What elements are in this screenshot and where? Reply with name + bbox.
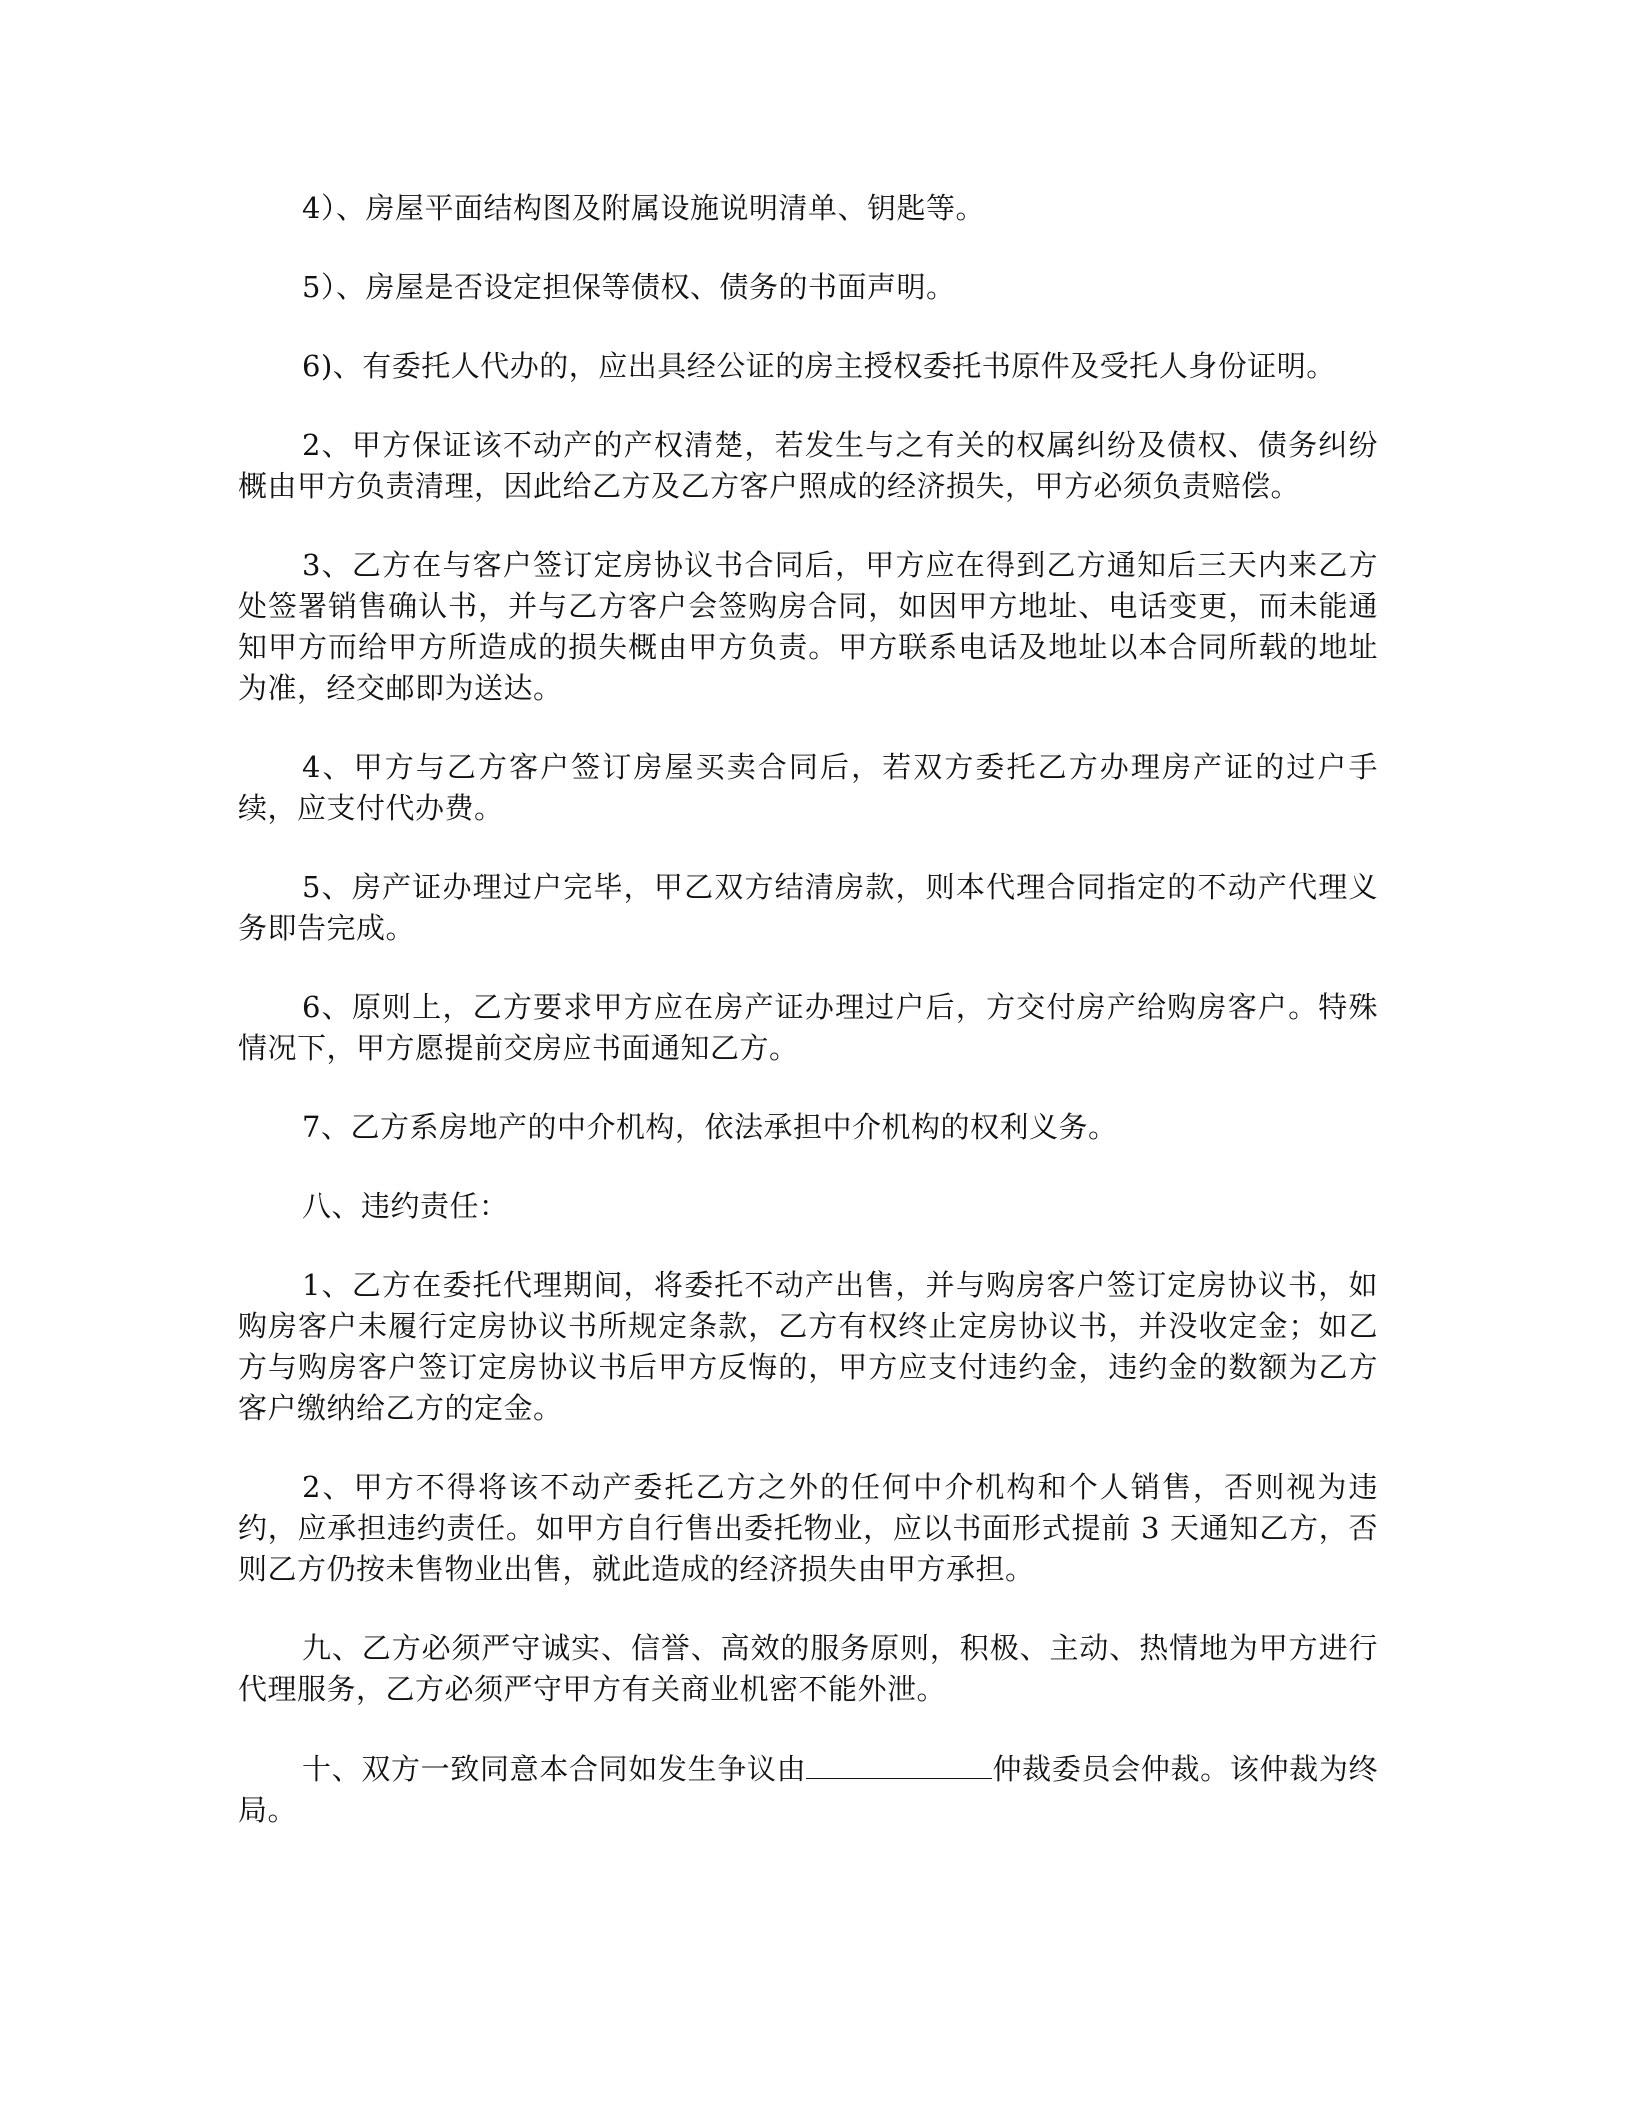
paragraph-breach-2: 2、甲方不得将该不动产委托乙方之外的任何中介机构和个人销售，否则视为违约，应承担违约责任。如甲方自行售出委托物业，应以书面形式提前 3 天通知乙方，否则乙方仍按未售物业出售，就此造成的经济损失由甲方承担。	[238, 1470, 1378, 1586]
arbitration-text-after: 仲裁委员会仲裁。该仲裁为终局。	[238, 1752, 1378, 1827]
paragraph-clause-7: 7、乙方系房地产的中介机构，依法承担中介机构的权利义务。	[302, 1110, 1118, 1144]
paragraph-item-5: 5）、房屋是否设定担保等债权、债务的书面声明。	[302, 270, 956, 304]
document-body	[238, 188, 1378, 1869]
paragraph-clause-6: 6、原则上，乙方要求甲方应在房产证办理过户后，方交付房产给购房客户。特殊情况下，甲方愿提前交房应书面通知乙方。	[238, 990, 1378, 1065]
section-heading-breach: 八、违约责任：	[302, 1189, 509, 1223]
paragraph-clause-5: 5、房产证办理过户完毕，甲乙双方结清房款，则本代理合同指定的不动产代理义务即告完成。	[238, 870, 1378, 945]
paragraph-clause-2: 2、甲方保证该不动产的产权清楚，若发生与之有关的权属纠纷及债权、债务纠纷概由甲方负责清理，因此给乙方及乙方客户照成的经济损失，甲方必须负责赔偿。	[238, 428, 1378, 503]
paragraph-clause-4: 4、甲方与乙方客户签订房屋买卖合同后，若双方委托乙方办理房产证的过户手续，应支付代办费。	[238, 750, 1378, 825]
paragraph-item-6: 6)、有委托人代办的，应出具经公证的房主授权委托书原件及受托人身份证明。	[302, 349, 1336, 383]
arbitration-text-before: 十、双方一致同意本合同如发生争议由	[302, 1752, 807, 1786]
paragraph-section-10	[238, 1748, 1378, 1831]
arbitration-blank-line	[806, 1748, 992, 1779]
paragraph-breach-1: 1、乙方在委托代理期间，将委托不动产出售，并与购房客户签订定房协议书，如购房客户未履行定房协议书所规定条款，乙方有权终止定房协议书，并没收定金；如乙方与购房客户签订定房协议书后甲方反悔的，甲方应支付违约金，违约金的数额为乙方客户缴纳给乙方的定金。	[238, 1268, 1378, 1425]
paragraph-clause-3: 3、乙方在与客户签订定房协议书合同后，甲方应在得到乙方通知后三天内来乙方处签署销售确认书，并与乙方客户会签购房合同，如因甲方地址、电话变更，而未能通知甲方而给甲方所造成的损失概由甲方负责。甲方联系电话及地址以本合同所载的地址为准，经交邮即为送达。	[238, 548, 1378, 705]
paragraph-item-4: 4）、房屋平面结构图及附属设施说明清单、钥匙等。	[302, 191, 985, 225]
paragraph-section-9: 九、乙方必须严守诚实、信誉、高效的服务原则，积极、主动、热情地为甲方进行代理服务，乙方必须严守甲方有关商业机密不能外泄。	[238, 1631, 1378, 1706]
